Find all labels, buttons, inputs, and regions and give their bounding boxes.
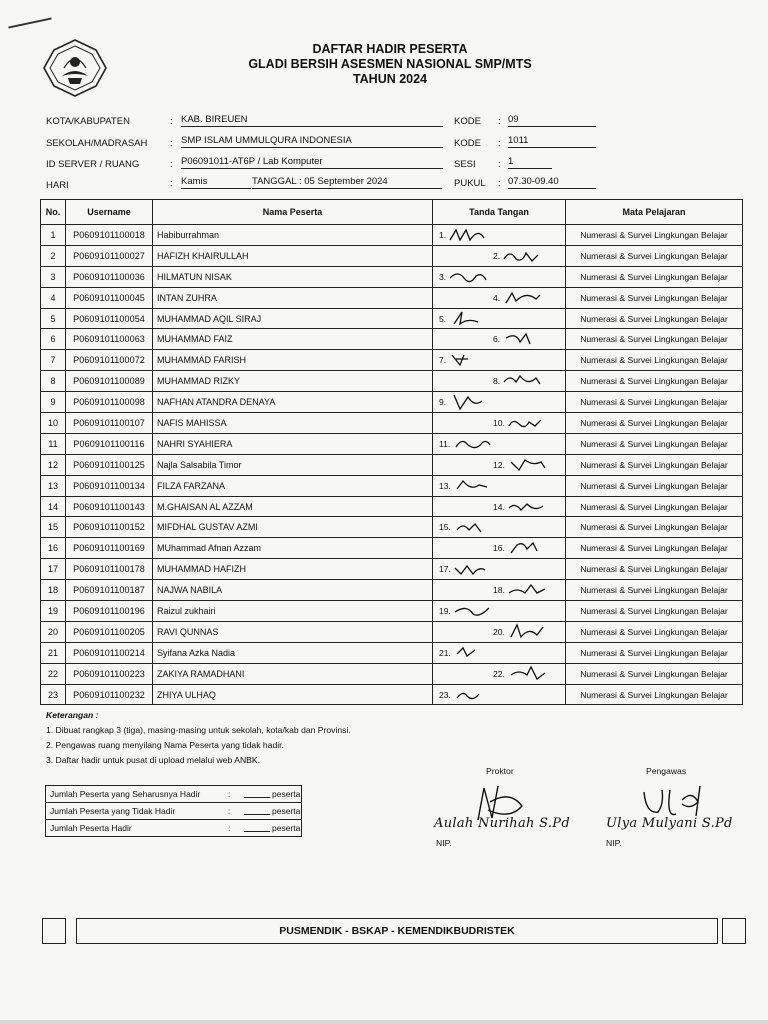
nama-cell: HILMATUN NISAK: [153, 266, 433, 287]
signature-number: 12.: [493, 459, 505, 470]
count-row: [46, 820, 301, 836]
no-cell: 22: [41, 663, 66, 684]
nama-cell: MUHAMMAD FARISH: [153, 350, 433, 371]
signature-entry: [493, 329, 542, 349]
username-cell: P0609101100196: [66, 601, 153, 622]
colon: :: [170, 159, 173, 170]
sesi-label: SESI: [454, 159, 476, 170]
table-row: [41, 413, 743, 434]
title-line-1: DAFTAR HADIR PESERTA: [312, 42, 468, 56]
nama-cell: MUHAMMAD HAFIZH: [153, 559, 433, 580]
nama-cell: MUHAMMAD RIZKY: [153, 371, 433, 392]
no-cell: 5: [41, 308, 66, 329]
nama-cell: NAFHAN ATANDRA DENAYA: [153, 392, 433, 413]
scan-mark: [8, 17, 51, 28]
handwritten-signature: [448, 226, 488, 244]
count-blank: [244, 797, 270, 798]
no-cell: 9: [41, 392, 66, 413]
mata-pelajaran-cell: Numerasi & Survei Lingkungan Belajar: [566, 538, 743, 559]
no-cell: 1: [41, 225, 66, 246]
colon: :: [228, 806, 231, 816]
table-row: [41, 663, 743, 684]
nama-cell: MUHAMMAD FAIZ: [153, 329, 433, 350]
table-row: [41, 580, 743, 601]
signature-cell: [433, 642, 566, 663]
username-cell: P0609101100134: [66, 475, 153, 496]
mata-pelajaran-cell: Numerasi & Survei Lingkungan Belajar: [566, 433, 743, 454]
signature-number: 15.: [439, 522, 451, 533]
username-cell: P0609101100072: [66, 350, 153, 371]
table-row: [41, 454, 743, 475]
no-cell: 7: [41, 350, 66, 371]
colon: :: [170, 178, 173, 189]
proktor-nip-label: NIP.: [436, 838, 452, 848]
title-line-3: TAHUN 2024: [352, 72, 428, 86]
kode1-label: KODE: [454, 116, 481, 127]
handwritten-signature: [452, 435, 492, 453]
signature-cell: [433, 225, 566, 246]
nama-cell: INTAN ZUHRA: [153, 287, 433, 308]
count-label: Jumlah Peserta yang Seharusnya Hadir: [50, 789, 201, 799]
username-cell: P0609101100027: [66, 245, 153, 266]
pengawas-name: Ulya Mulyani S.Pd: [606, 816, 733, 831]
nama-cell: Syifana Azka Nadia: [153, 642, 433, 663]
username-cell: P0609101100089: [66, 371, 153, 392]
no-cell: 4: [41, 287, 66, 308]
sesi-value: 1: [508, 156, 552, 169]
signature-entry: [439, 643, 493, 663]
footer-bar: PUSMENDIK - BSKAP - KEMENDIKBUDRISTEK: [76, 918, 718, 944]
no-cell: 20: [41, 621, 66, 642]
server-label: ID SERVER / RUANG: [46, 159, 140, 170]
handwritten-signature: [453, 560, 493, 578]
count-unit: peserta: [272, 806, 301, 816]
mata-pelajaran-cell: Numerasi & Survei Lingkungan Belajar: [566, 350, 743, 371]
no-cell: 18: [41, 580, 66, 601]
server-value: P06091011-AT6P / Lab Komputer: [181, 156, 443, 169]
username-cell: P0609101100116: [66, 433, 153, 454]
signature-cell: [433, 559, 566, 580]
table-row: [41, 329, 743, 350]
no-cell: 21: [41, 642, 66, 663]
table-row: [41, 245, 743, 266]
table-row: [41, 350, 743, 371]
handwritten-signature: [453, 686, 493, 704]
handwritten-signature: [507, 539, 547, 557]
mata-pelajaran-cell: Numerasi & Survei Lingkungan Belajar: [566, 413, 743, 434]
kode1-value: 09: [508, 114, 596, 127]
handwritten-signature: [453, 518, 493, 536]
signature-cell: [433, 433, 566, 454]
pengawas-nip-label: NIP.: [606, 838, 622, 848]
handwritten-signature: [453, 477, 493, 495]
table-row: [41, 621, 743, 642]
signature-number: 22.: [493, 668, 505, 679]
mata-pelajaran-cell: Numerasi & Survei Lingkungan Belajar: [566, 559, 743, 580]
pengawas-label: Pengawas: [646, 766, 687, 776]
mata-pelajaran-cell: Numerasi & Survei Lingkungan Belajar: [566, 225, 743, 246]
nama-cell: ZAKIYA RAMADHANI: [153, 663, 433, 684]
kode2-value: 1011: [508, 135, 596, 148]
mata-pelajaran-cell: Numerasi & Survei Lingkungan Belajar: [566, 684, 743, 705]
handwritten-signature: [507, 581, 547, 599]
username-cell: P0609101100036: [66, 266, 153, 287]
colon: :: [170, 138, 173, 149]
count-row: [46, 803, 301, 820]
signature-entry: [439, 559, 493, 579]
colon: :: [498, 178, 501, 189]
username-cell: P0609101100232: [66, 684, 153, 705]
handwritten-signature: [502, 247, 542, 265]
signature-cell: [433, 308, 566, 329]
username-cell: P0609101100098: [66, 392, 153, 413]
signature-number: 11.: [439, 438, 451, 449]
pukul-value: 07.30-09.40: [508, 176, 596, 189]
kota-value: KAB. BIREUEN: [181, 114, 443, 127]
table-row: [41, 433, 743, 454]
handwritten-signature: [502, 372, 542, 390]
signature-cell: [433, 266, 566, 287]
username-cell: P0609101100125: [66, 454, 153, 475]
mata-pelajaran-cell: Numerasi & Survei Lingkungan Belajar: [566, 287, 743, 308]
count-label: Jumlah Peserta Hadir: [50, 823, 132, 833]
no-cell: 8: [41, 371, 66, 392]
nama-cell: M.GHAISAN AL AZZAM: [153, 496, 433, 517]
hari-label: HARI: [46, 180, 69, 191]
no-cell: 11: [41, 433, 66, 454]
pukul-label: PUKUL: [454, 178, 486, 189]
nama-cell: NAJWA NABILA: [153, 580, 433, 601]
mata-pelajaran-cell: Numerasi & Survei Lingkungan Belajar: [566, 580, 743, 601]
no-cell: 2: [41, 245, 66, 266]
username-cell: P0609101100223: [66, 663, 153, 684]
signature-entry: [439, 267, 488, 287]
signature-cell: [433, 287, 566, 308]
header-username: Username: [66, 200, 153, 225]
colon: :: [498, 159, 501, 170]
table-row: [41, 371, 743, 392]
signature-number: 20.: [493, 626, 505, 637]
count-blank: [244, 814, 270, 815]
signature-number: 14.: [493, 501, 505, 512]
no-cell: 3: [41, 266, 66, 287]
signature-number: 19.: [439, 605, 451, 616]
nama-cell: MUhammad Afnan Azzam: [153, 538, 433, 559]
table-row: [41, 287, 743, 308]
mata-pelajaran-cell: Numerasi & Survei Lingkungan Belajar: [566, 621, 743, 642]
username-cell: P0609101100018: [66, 225, 153, 246]
tut-wuri-handayani-logo: [38, 38, 112, 98]
nama-cell: MUHAMMAD AQIL SIRAJ: [153, 308, 433, 329]
count-row: [46, 786, 301, 803]
counts-box: [45, 785, 302, 837]
signature-number: 1.: [439, 229, 447, 240]
signature-entry: [493, 371, 542, 391]
mata-pelajaran-cell: Numerasi & Survei Lingkungan Belajar: [566, 266, 743, 287]
table-row: [41, 308, 743, 329]
note-item: 3. Daftar hadir untuk pusat di upload melalui web ANBK.: [46, 755, 261, 765]
no-cell: 16: [41, 538, 66, 559]
signature-cell: [433, 413, 566, 434]
handwritten-signature: [507, 456, 547, 474]
signature-entry: [493, 413, 547, 433]
table-row: [41, 475, 743, 496]
page-edge: [0, 1020, 768, 1024]
signature-cell: [433, 538, 566, 559]
handwritten-signature: [453, 602, 493, 620]
mata-pelajaran-cell: Numerasi & Survei Lingkungan Belajar: [566, 245, 743, 266]
nama-cell: Raizul zukhairi: [153, 601, 433, 622]
note-item: 2. Pengawas ruang menyilang Nama Peserta yang tidak hadir.: [46, 740, 284, 750]
colon: :: [498, 116, 501, 127]
signature-entry: [439, 434, 492, 454]
notes: [46, 708, 351, 768]
kode2-label: KODE: [454, 138, 481, 149]
mata-pelajaran-cell: Numerasi & Survei Lingkungan Belajar: [566, 454, 743, 475]
table-row: [41, 266, 743, 287]
handwritten-signature: [448, 393, 488, 411]
table-row: [41, 642, 743, 663]
hari-value: Kamis: [181, 176, 251, 189]
signature-number: 8.: [493, 376, 501, 387]
signature-entry: [493, 288, 542, 308]
signature-number: 9.: [439, 397, 447, 408]
username-cell: P0609101100169: [66, 538, 153, 559]
signature-entry: [493, 664, 547, 684]
signature-entry: [439, 392, 488, 412]
signature-number: 21.: [439, 647, 451, 658]
count-unit: peserta: [272, 789, 301, 799]
table-row: [41, 538, 743, 559]
signature-number: 7.: [439, 355, 447, 366]
signature-number: 3.: [439, 271, 447, 282]
signature-number: 18.: [493, 585, 505, 596]
table-row: [41, 517, 743, 538]
no-cell: 14: [41, 496, 66, 517]
username-cell: P0609101100054: [66, 308, 153, 329]
header-nama: Nama Peserta: [153, 200, 433, 225]
colon: :: [170, 116, 173, 127]
no-cell: 15: [41, 517, 66, 538]
signature-entry: [439, 517, 493, 537]
footer-left-box: [42, 918, 66, 944]
signature-cell: [433, 392, 566, 413]
handwritten-signature: [502, 330, 542, 348]
no-cell: 17: [41, 559, 66, 580]
signature-cell: [433, 580, 566, 601]
signature-number: 13.: [439, 480, 451, 491]
signature-number: 10.: [493, 417, 505, 428]
no-cell: 13: [41, 475, 66, 496]
signature-entry: [439, 601, 493, 621]
handwritten-signature: [507, 623, 547, 641]
footer-right-box: [722, 918, 746, 944]
no-cell: 6: [41, 329, 66, 350]
username-cell: P0609101100178: [66, 559, 153, 580]
header-no: No.: [41, 200, 66, 225]
signature-cell: [433, 601, 566, 622]
sekolah-label: SEKOLAH/MADRASAH: [46, 138, 148, 149]
nama-cell: NAFIS MAHISSA: [153, 413, 433, 434]
tanggal-value: TANGGAL : 05 September 2024: [252, 176, 442, 189]
handwritten-signature: [448, 310, 488, 328]
mata-pelajaran-cell: Numerasi & Survei Lingkungan Belajar: [566, 329, 743, 350]
signature-cell: [433, 475, 566, 496]
count-unit: peserta: [272, 823, 301, 833]
header-tanda-tangan: Tanda Tangan: [433, 200, 566, 225]
no-cell: 23: [41, 684, 66, 705]
signature-entry: [439, 225, 488, 245]
mata-pelajaran-cell: Numerasi & Survei Lingkungan Belajar: [566, 392, 743, 413]
count-label: Jumlah Peserta yang Tidak Hadir: [50, 806, 176, 816]
table-row: [41, 559, 743, 580]
nama-cell: MIFDHAL GUSTAV AZMI: [153, 517, 433, 538]
header-mata-pelajaran: Mata Pelajaran: [566, 200, 743, 225]
nama-cell: HAFIZH KHAIRULLAH: [153, 245, 433, 266]
handwritten-signature: [448, 268, 488, 286]
signature-number: 23.: [439, 689, 451, 700]
handwritten-signature: [453, 644, 493, 662]
table-header-row: [41, 200, 743, 225]
signature-cell: [433, 245, 566, 266]
colon: :: [498, 138, 501, 149]
table-row: [41, 601, 743, 622]
username-cell: P0609101100107: [66, 413, 153, 434]
signature-number: 6.: [493, 334, 501, 345]
mata-pelajaran-cell: Numerasi & Survei Lingkungan Belajar: [566, 642, 743, 663]
count-blank: [244, 831, 270, 832]
signature-entry: [439, 350, 488, 370]
handwritten-signature: [502, 289, 542, 307]
nama-cell: RAVI QUNNAS: [153, 621, 433, 642]
no-cell: 19: [41, 601, 66, 622]
notes-heading: Keterangan :: [46, 710, 99, 720]
signature-cell: [433, 684, 566, 705]
proktor-label: Proktor: [486, 766, 514, 776]
signature-number: 16.: [493, 543, 505, 554]
signature-cell: [433, 329, 566, 350]
username-cell: P0609101100187: [66, 580, 153, 601]
username-cell: P0609101100143: [66, 496, 153, 517]
attendance-table: [40, 199, 743, 705]
nama-cell: ZHIYA ULHAQ: [153, 684, 433, 705]
signature-cell: [433, 663, 566, 684]
signature-cell: [433, 517, 566, 538]
username-cell: P0609101100205: [66, 621, 153, 642]
signature-number: 4.: [493, 292, 501, 303]
signature-entry: [439, 685, 493, 705]
handwritten-signature: [507, 414, 547, 432]
no-cell: 12: [41, 454, 66, 475]
sekolah-value: SMP ISLAM UMMULQURA INDONESIA: [181, 135, 443, 148]
username-cell: P0609101100045: [66, 287, 153, 308]
username-cell: P0609101100152: [66, 517, 153, 538]
signature-entry: [493, 497, 547, 517]
no-cell: 10: [41, 413, 66, 434]
signature-entry: [493, 538, 547, 558]
kota-label: KOTA/KABUPATEN: [46, 116, 130, 127]
proktor-name: Aulah Nurihah S.Pd: [434, 816, 570, 831]
nama-cell: NAHRI SYAHIERA: [153, 433, 433, 454]
nama-cell: Najla Salsabila Timor: [153, 454, 433, 475]
signature-number: 5.: [439, 313, 447, 324]
mata-pelajaran-cell: Numerasi & Survei Lingkungan Belajar: [566, 517, 743, 538]
table-row: [41, 225, 743, 246]
table-row: [41, 496, 743, 517]
handwritten-signature: [507, 498, 547, 516]
table-row: [41, 684, 743, 705]
nama-cell: Habiburrahman: [153, 225, 433, 246]
username-cell: P0609101100063: [66, 329, 153, 350]
colon: :: [228, 823, 231, 833]
signature-entry: [493, 455, 547, 475]
mata-pelajaran-cell: Numerasi & Survei Lingkungan Belajar: [566, 371, 743, 392]
mata-pelajaran-cell: Numerasi & Survei Lingkungan Belajar: [566, 601, 743, 622]
signature-entry: [493, 580, 547, 600]
handwritten-signature: [448, 351, 488, 369]
note-item: 1. Dibuat rangkap 3 (tiga), masing-masing untuk sekolah, kota/kab dan Provinsi.: [46, 725, 351, 735]
signature-cell: [433, 371, 566, 392]
username-cell: P0609101100214: [66, 642, 153, 663]
signature-entry: [493, 246, 542, 266]
nama-cell: FILZA FARZANA: [153, 475, 433, 496]
signature-cell: [433, 454, 566, 475]
signature-cell: [433, 621, 566, 642]
title-line-2: GLADI BERSIH ASESMEN NASIONAL SMP/MTS: [248, 57, 532, 71]
signature-entry: [439, 309, 488, 329]
handwritten-signature: [507, 665, 547, 683]
mata-pelajaran-cell: Numerasi & Survei Lingkungan Belajar: [566, 663, 743, 684]
mata-pelajaran-cell: Numerasi & Survei Lingkungan Belajar: [566, 496, 743, 517]
signature-entry: [439, 476, 493, 496]
signature-cell: [433, 350, 566, 371]
signature-entry: [493, 622, 547, 642]
mata-pelajaran-cell: Numerasi & Survei Lingkungan Belajar: [566, 308, 743, 329]
colon: :: [228, 789, 231, 799]
signature-number: 17.: [439, 564, 451, 575]
signature-cell: [433, 496, 566, 517]
mata-pelajaran-cell: Numerasi & Survei Lingkungan Belajar: [566, 475, 743, 496]
table-row: [41, 392, 743, 413]
signature-number: 2.: [493, 250, 501, 261]
